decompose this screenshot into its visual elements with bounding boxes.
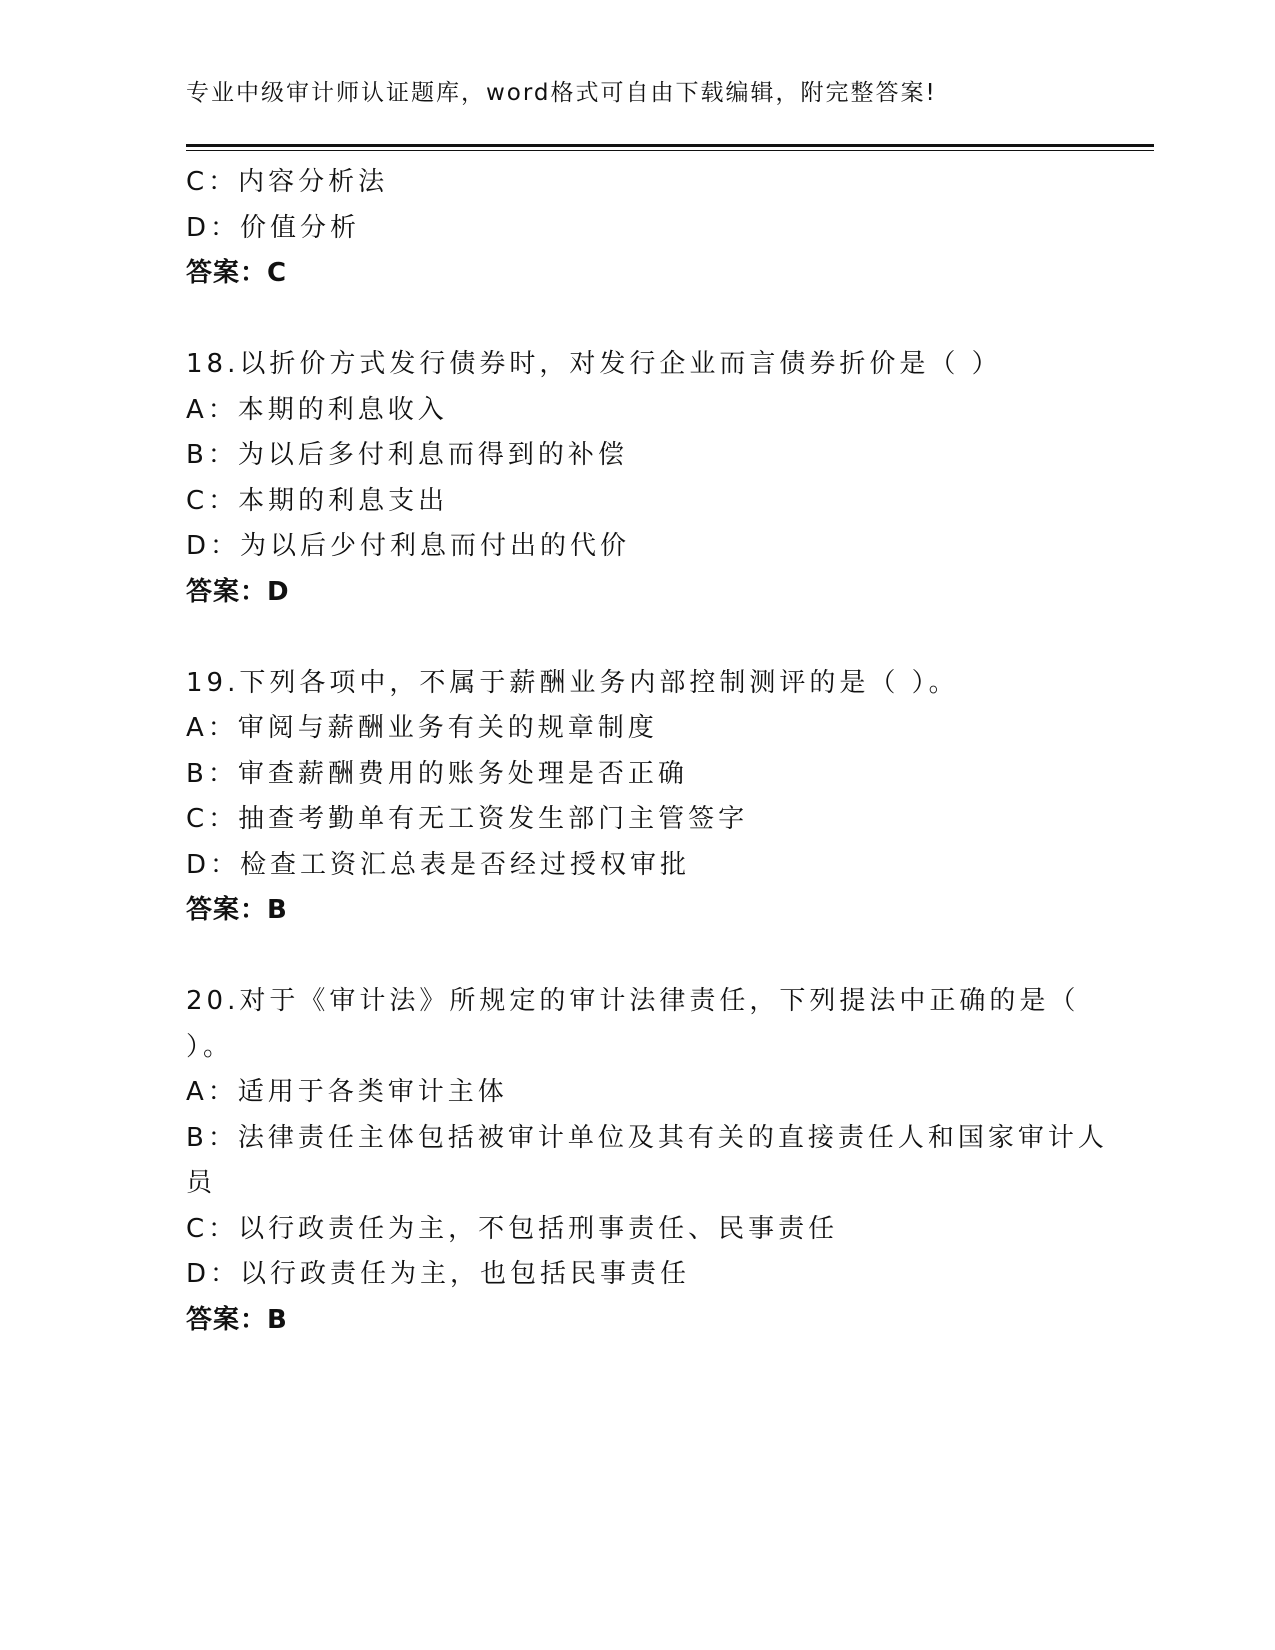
option-c: C：以行政责任为主，不包括刑事责任、民事责任 [186,1213,839,1244]
spacer [186,297,1086,343]
option-c: C：内容分析法 [186,167,389,197]
question-stem: 19.下列各项中，不属于薪酬业务内部控制测评的是（ ）。 [186,667,959,698]
answer-line: 答案：B [186,895,288,925]
option-d: D：价值分析 [186,212,361,243]
option-d: D：以行政责任为主，也包括民事责任 [186,1259,691,1289]
option-a: A：适用于各类审计主体 [186,1077,508,1107]
option-b: B：为以后多付利息而得到的补偿 [186,440,628,470]
question-stem: 18.以折价方式发行债券时，对发行企业而言债券折价是（ ） [186,349,1002,379]
option-b-continued: 员 [186,1168,217,1198]
question-content [186,160,1108,1343]
header-rule-thick [186,144,1154,147]
option-d: D：检查工资汇总表是否经过授权审批 [186,849,691,880]
answer-line: 答案：D [186,576,290,607]
answer-line: 答案：B [186,1304,288,1335]
option-b: B：审查薪酬费用的账务处理是否正确 [186,758,688,789]
header-rule-thin [186,150,1154,151]
option-c: C：抽查考勤单有无工资发生部门主管签字 [186,804,749,834]
answer-line: 答案：C [186,258,288,288]
option-d: D：为以后少付利息而付出的代价 [186,531,631,561]
option-a: A：审阅与薪酬业务有关的规章制度 [186,713,658,743]
question-stem-continued: ）。 [186,1031,234,1062]
spacer [186,615,1086,661]
question-stem: 20.对于《审计法》所规定的审计法律责任，下列提法中正确的是（ [186,986,1080,1016]
option-c: C：本期的利息支出 [186,485,449,516]
page-header: 专业中级审计师认证题库，word格式可自由下载编辑，附完整答案! [186,80,937,106]
option-a: A：本期的利息收入 [186,394,448,425]
option-b: B：法律责任主体包括被审计单位及其有关的直接责任人和国家审计人 [186,1122,1108,1153]
spacer [186,934,1086,980]
